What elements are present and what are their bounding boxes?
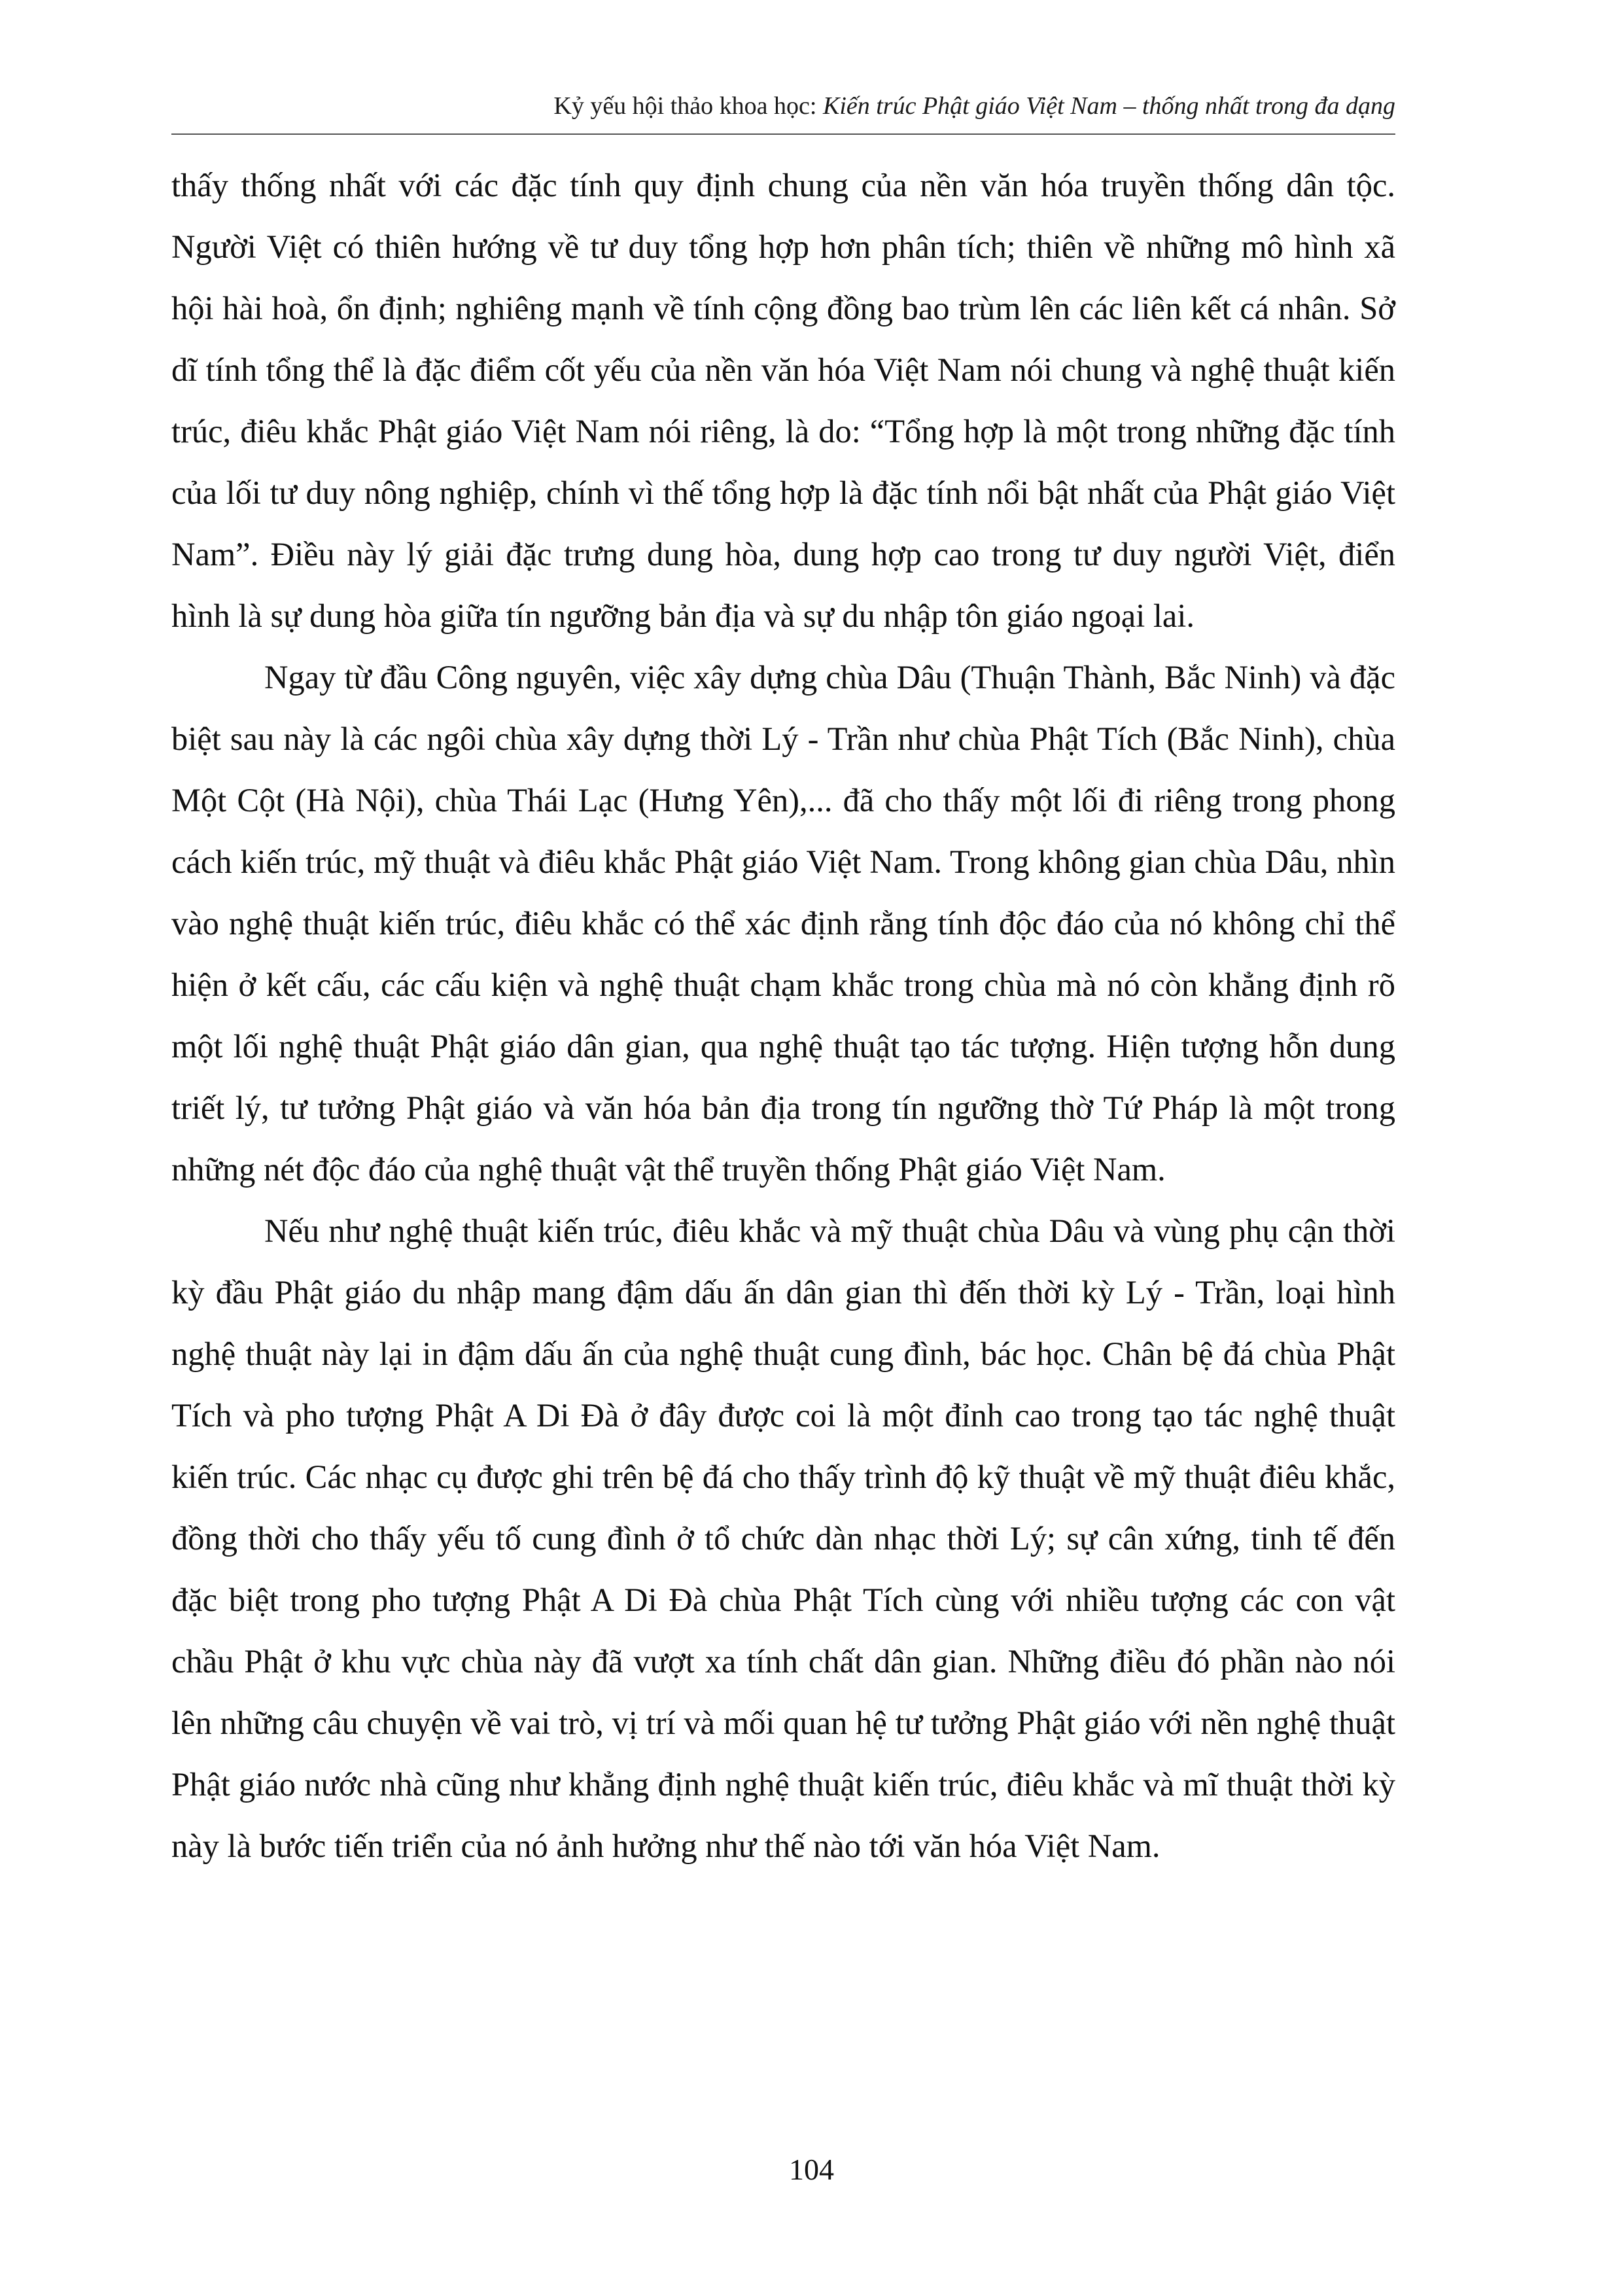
paragraph-continuation: thấy thống nhất với các đặc tính quy định chung của nền văn hóa truyền thống dân tộc. Người Việt có thiên hướng về tư duy tổng hợp hơn phân tích; thiên về những mô hình xã hội hài hoà, ổn định; nghiêng mạnh về tính cộng đồng bao trùm lên các liên kết cá nhân. Sở dĩ tính tổng thể là đặc điểm cốt yếu của nền văn hóa Việt Nam nói chung và nghệ thuật kiến trúc, điêu khắc Phật giáo Việt Nam nói riêng, là do: “Tổng hợp là một trong những đặc tính của lối tư duy nông nghiệp, chính vì thế tổng hợp là đặc tính nổi bật nhất của Phật giáo Việt Nam”. Điều này lý giải đặc trưng dung hòa, dung hợp cao trong tư duy người Việt, điển hình là sự dung hòa giữa tín ngưỡng bản địa và sự du nhập tôn giáo ngoại lai. xyxy=(171,167,1395,634)
header-divider xyxy=(171,133,1395,135)
page-number: 104 xyxy=(789,2153,834,2186)
body-text xyxy=(171,154,1395,1877)
header-title: Kiến trúc Phật giáo Việt Nam – thống nhất trong đa dạng xyxy=(822,92,1395,120)
running-header xyxy=(553,90,1395,122)
paragraph: Nếu như nghệ thuật kiến trúc, điêu khắc và mỹ thuật chùa Dâu và vùng phụ cận thời kỳ đầu Phật giáo du nhập mang đậm dấu ấn dân gian thì đến thời kỳ Lý - Trần, loại hình nghệ thuật này lại in đậm dấu ấn của nghệ thuật cung đình, bác học. Chân bệ đá chùa Phật Tích và pho tượng Phật A Di Đà ở đây được coi là một đỉnh cao trong tạo tác nghệ thuật kiến trúc. Các nhạc cụ được ghi trên bệ đá cho thấy trình độ kỹ thuật về mỹ thuật điêu khắc, đồng thời cho thấy yếu tố cung đình ở tổ chức dàn nhạc thời Lý; sự cân xứng, tinh tế đến đặc biệt trong pho tượng Phật A Di Đà chùa Phật Tích cùng với nhiều tượng các con vật chầu Phật ở khu vực chùa này đã vượt xa tính chất dân gian. Những điều đó phần nào nói lên những câu chuyện về vai trò, vị trí và mối quan hệ tư tưởng Phật giáo với nền nghệ thuật Phật giáo nước nhà cũng như khẳng định nghệ thuật kiến trúc, điêu khắc và mĩ thuật thời kỳ này là bước tiến triển của nó ảnh hưởng như thế nào tới văn hóa Việt Nam. xyxy=(171,1212,1395,1864)
paragraph: Ngay từ đầu Công nguyên, việc xây dựng chùa Dâu (Thuận Thành, Bắc Ninh) và đặc biệt sau này là các ngôi chùa xây dựng thời Lý - Trần như chùa Phật Tích (Bắc Ninh), chùa Một Cột (Hà Nội), chùa Thái Lạc (Hưng Yên),... đã cho thấy một lối đi riêng trong phong cách kiến trúc, mỹ thuật và điêu khắc Phật giáo Việt Nam. Trong không gian chùa Dâu, nhìn vào nghệ thuật kiến trúc, điêu khắc có thể xác định rằng tính độc đáo của nó không chỉ thể hiện ở kết cấu, các cấu kiện và nghệ thuật chạm khắc trong chùa mà nó còn khẳng định rõ một lối nghệ thuật Phật giáo dân gian, qua nghệ thuật tạo tác tượng. Hiện tượng hỗn dung triết lý, tư tưởng Phật giáo và văn hóa bản địa trong tín ngưỡng thờ Tứ Pháp là một trong những nét độc đáo của nghệ thuật vật thể truyền thống Phật giáo Việt Nam. xyxy=(171,659,1395,1188)
header-prefix: Kỷ yếu hội thảo khoa học: xyxy=(553,92,823,120)
